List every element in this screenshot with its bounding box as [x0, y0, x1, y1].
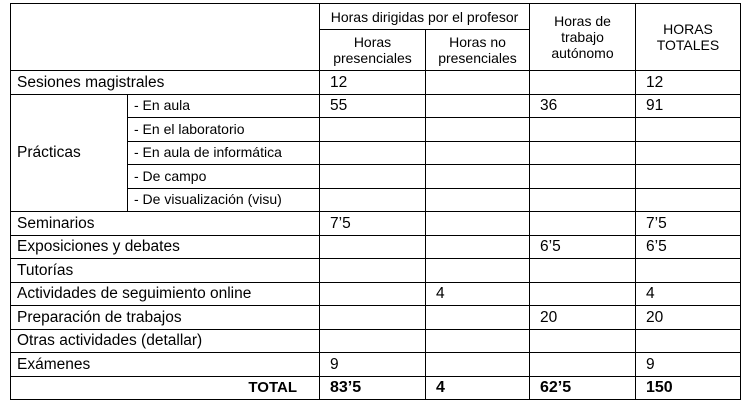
header-empty-cell	[11, 4, 320, 71]
row-label: Otras actividades (detallar)	[11, 329, 320, 353]
cell-presenciales	[320, 282, 426, 306]
cell-no-presenciales	[426, 118, 530, 142]
table-row	[11, 282, 741, 306]
cell-autonomo	[530, 188, 636, 212]
cell-autonomo	[530, 71, 636, 95]
cell-total: 4	[636, 282, 741, 306]
table-row	[11, 212, 741, 236]
hours-table	[10, 3, 741, 400]
cell-total	[636, 141, 741, 165]
row-label: Actividades de seguimiento online	[11, 282, 320, 306]
row-label: Seminarios	[11, 212, 320, 236]
cell-presenciales	[320, 165, 426, 189]
cell-no-presenciales	[426, 353, 530, 377]
total-row	[11, 376, 741, 400]
cell-presenciales: 12	[320, 71, 426, 95]
header-presenciales: Horas presenciales	[320, 30, 426, 71]
cell-presenciales: 7’5	[320, 212, 426, 236]
cell-no-presenciales	[426, 71, 530, 95]
practicas-label: Prácticas	[11, 94, 128, 212]
total-autonomo: 62’5	[530, 376, 636, 400]
cell-presenciales	[320, 259, 426, 283]
cell-no-presenciales	[426, 329, 530, 353]
table-row	[11, 94, 741, 118]
header-totales: HORAS TOTALES	[636, 4, 741, 71]
cell-autonomo	[530, 282, 636, 306]
cell-autonomo	[530, 259, 636, 283]
cell-no-presenciales	[426, 94, 530, 118]
cell-total	[636, 259, 741, 283]
total-presenciales: 83’5	[320, 376, 426, 400]
cell-presenciales: 55	[320, 94, 426, 118]
cell-presenciales	[320, 306, 426, 330]
total-total: 150	[636, 376, 741, 400]
table-row	[11, 353, 741, 377]
header-dirigidas: Horas dirigidas por el profesor	[320, 4, 530, 30]
cell-autonomo	[530, 329, 636, 353]
cell-total	[636, 165, 741, 189]
cell-presenciales	[320, 329, 426, 353]
total-no-presenciales: 4	[426, 376, 530, 400]
cell-total: 12	[636, 71, 741, 95]
cell-total: 6’5	[636, 235, 741, 259]
cell-total	[636, 188, 741, 212]
cell-total: 20	[636, 306, 741, 330]
cell-no-presenciales	[426, 306, 530, 330]
row-label: Tutorías	[11, 259, 320, 283]
table-row	[11, 71, 741, 95]
cell-autonomo: 36	[530, 94, 636, 118]
row-label: Preparación de trabajos	[11, 306, 320, 330]
row-label: - En el laboratorio	[128, 118, 320, 142]
table-row	[11, 329, 741, 353]
header-no-presenciales: Horas no presenciales	[426, 30, 530, 71]
total-label: TOTAL	[11, 376, 320, 400]
cell-autonomo	[530, 118, 636, 142]
cell-autonomo: 20	[530, 306, 636, 330]
row-label: - De visualización (visu)	[128, 188, 320, 212]
cell-no-presenciales: 4	[426, 282, 530, 306]
cell-autonomo	[530, 141, 636, 165]
cell-total: 7’5	[636, 212, 741, 236]
cell-total: 91	[636, 94, 741, 118]
row-label: Sesiones magistrales	[11, 71, 320, 95]
cell-presenciales	[320, 118, 426, 142]
cell-no-presenciales	[426, 141, 530, 165]
cell-presenciales	[320, 141, 426, 165]
cell-autonomo: 6’5	[530, 235, 636, 259]
row-label: - De campo	[128, 165, 320, 189]
cell-no-presenciales	[426, 188, 530, 212]
cell-no-presenciales	[426, 165, 530, 189]
row-label: Exámenes	[11, 353, 320, 377]
cell-total	[636, 118, 741, 142]
cell-autonomo	[530, 353, 636, 377]
cell-presenciales	[320, 188, 426, 212]
table-row	[11, 306, 741, 330]
header-autonomo: Horas de trabajo autónomo	[530, 4, 636, 71]
table-row	[11, 259, 741, 283]
cell-presenciales	[320, 235, 426, 259]
cell-autonomo	[530, 165, 636, 189]
cell-total	[636, 329, 741, 353]
cell-no-presenciales	[426, 235, 530, 259]
cell-no-presenciales	[426, 212, 530, 236]
row-label: - En aula	[128, 94, 320, 118]
cell-autonomo	[530, 212, 636, 236]
table-row	[11, 235, 741, 259]
cell-total: 9	[636, 353, 741, 377]
cell-presenciales: 9	[320, 353, 426, 377]
cell-no-presenciales	[426, 259, 530, 283]
row-label: Exposiciones y debates	[11, 235, 320, 259]
row-label: - En aula de informática	[128, 141, 320, 165]
